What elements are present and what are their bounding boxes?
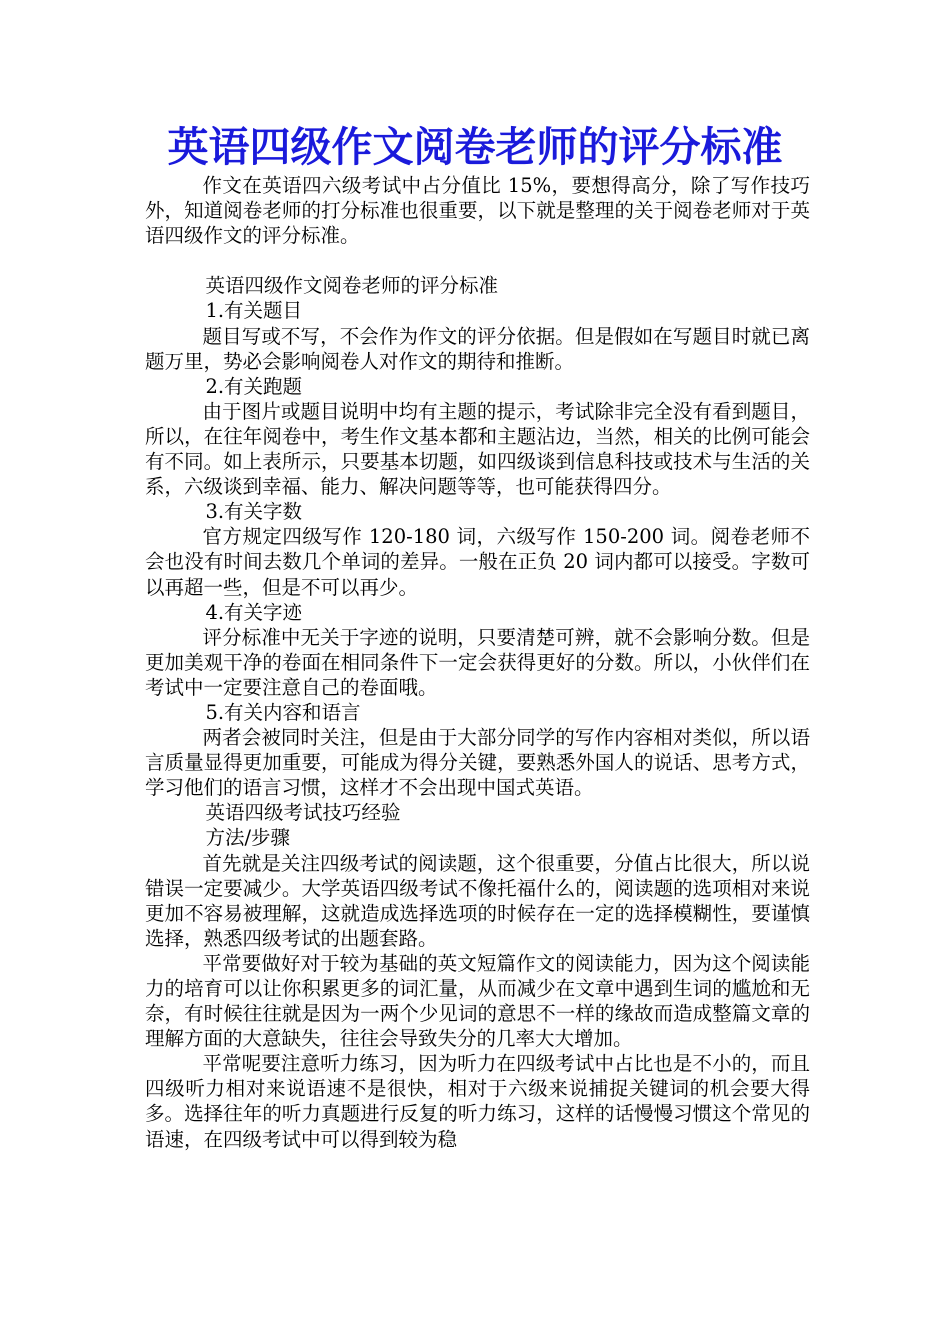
item-text-off-topic: 由于图片或题目说明中均有主题的提示，考试除非完全没有看到题目，所以，在往年阅卷中，考生作文基本都和主题沾边，当然，相关的比例可能会有不同。如上表所示，只要基本切题，如四级谈到信息科技或技术与生活的关系，六级谈到幸福、能力、解决问题等等，也可能获得四分。 [145, 399, 810, 499]
section-heading-grading: 英语四级作文阅卷老师的评分标准 [205, 274, 498, 298]
item-heading-off-topic: 2.有关跑题 [205, 374, 303, 398]
document-body [145, 173, 810, 1152]
item-heading-word-count: 3.有关字数 [205, 500, 303, 524]
tips-paragraph-reading: 首先就是关注四级考试的阅读题，这个很重要，分值占比很大，所以说错误一定要减少。大学英语四级考试不像托福什么的，阅读题的选项相对来说更加不容易被理解，这就造成选择选项的时候存在一定的选择模糊性，要谨慎选择，熟悉四级考试的出题套路。 [145, 851, 810, 950]
page-title: 英语四级作文阅卷老师的评分标准 [167, 123, 783, 171]
item-text-title: 题目写或不写，不会作为作文的评分依据。但是假如在写题目时就已离题万里，势必会影响阅卷人对作文的期待和推断。 [145, 324, 810, 373]
method-heading: 方法/步骤 [205, 826, 291, 850]
item-text-handwriting: 评分标准中无关于字迹的说明，只要清楚可辨，就不会影响分数。但是更加美观干净的卷面在相同条件下一定会获得更好的分数。所以，小伙伴们在考试中一定要注意自己的卷面哦。 [145, 625, 810, 699]
section-heading-tips: 英语四级考试技巧经验 [205, 801, 401, 825]
item-heading-title: 1.有关题目 [205, 299, 303, 323]
intro-paragraph: 作文在英语四六级考试中占分值比 15%，要想得高分，除了写作技巧外，知道阅卷老师的打分标准也很重要，以下就是整理的关于阅卷老师对于英语四级作文的评分标准。 [145, 174, 810, 248]
blank-line [145, 248, 810, 273]
item-text-word-count: 官方规定四级写作 120-180 词，六级写作 150-200 词。阅卷老师不会也没有时间去数几个单词的差异。一般在正负 20 词内都可以接受。字数可以再超一些，但是不可以再少。 [145, 525, 810, 599]
tips-paragraph-listening: 平常呢要注意听力练习，因为听力在四级考试中占比也是不小的，而且四级听力相对来说语速不是很快，相对于六级来说捕捉关键词的机会要大得多。选择往年的听力真题进行反复的听力练习，这样的话慢慢习惯这个常见的语速，在四级考试中可以得到较为稳 [145, 1052, 810, 1151]
item-heading-content-language: 5.有关内容和语言 [205, 700, 361, 724]
item-heading-handwriting: 4.有关字迹 [205, 600, 303, 624]
item-text-content-language: 两者会被同时关注，但是由于大部分同学的写作内容相对类似，所以语言质量显得更加重要，可能成为得分关键，要熟悉外国人的说话、思考方式，学习他们的语言习惯，这样才不会出现中国式英语。 [145, 726, 810, 800]
tips-paragraph-vocabulary: 平常要做好对于较为基础的英文短篇作文的阅读能力，因为这个阅读能力的培育可以让你积累更多的词汇量，从而减少在文章中遇到生词的尴尬和无奈，有时候往往就是因为一两个少见词的意思不一样的缘故而造成整篇文章的理解方面的大意缺失，往往会导致失分的几率大大增加。 [145, 951, 810, 1051]
